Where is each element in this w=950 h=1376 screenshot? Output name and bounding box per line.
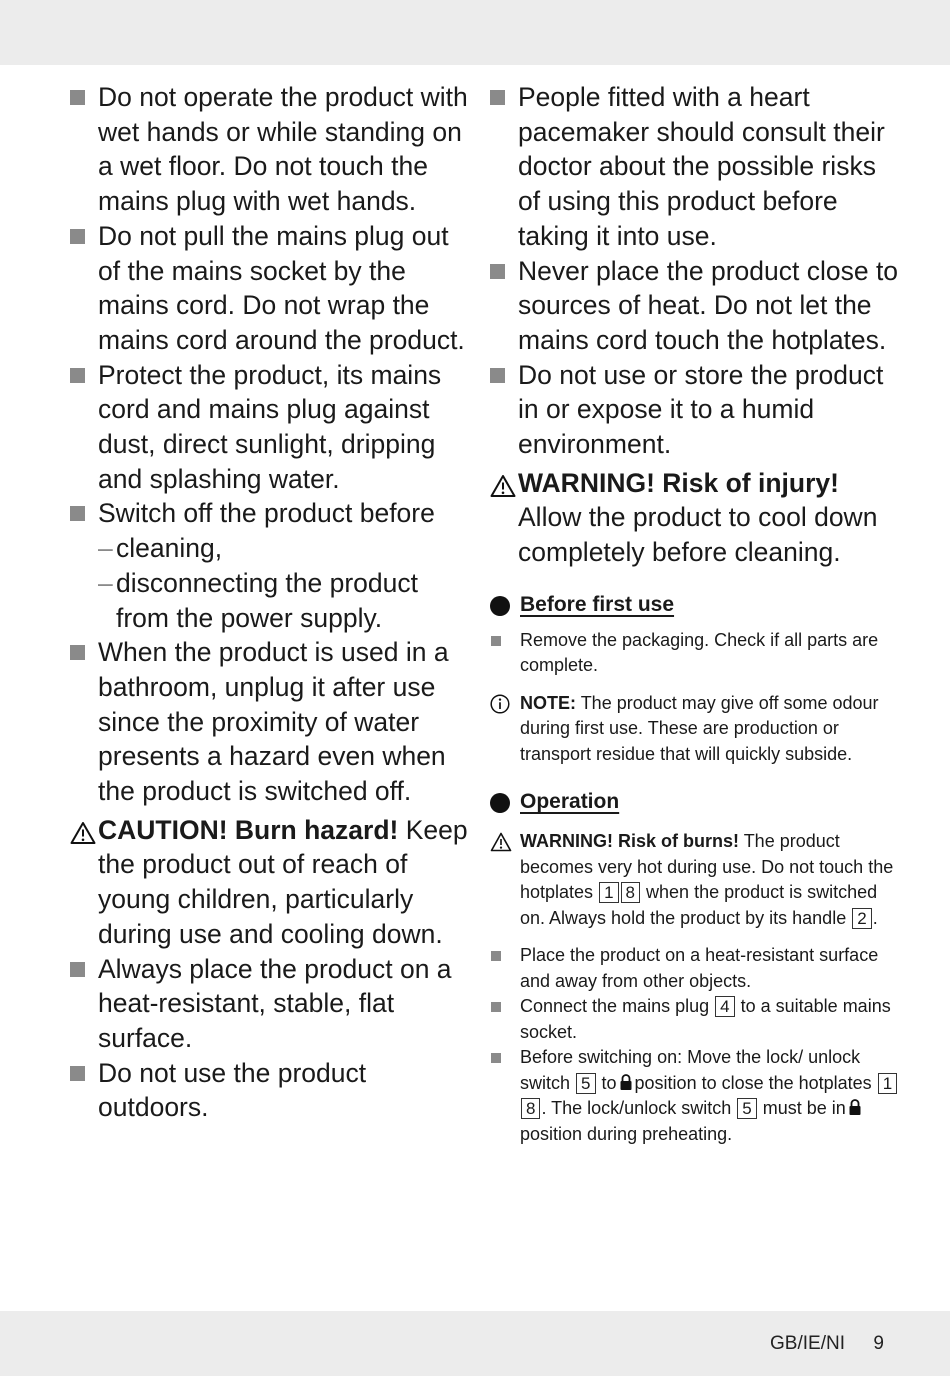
list-item-text: Protect the product, its mains cord and mains plug against dust, direct sunlight, dripping and splashing water. xyxy=(98,359,442,494)
list-item-text: Remove the packaging. Check if all parts are complete. xyxy=(520,629,879,676)
list-item xyxy=(70,635,470,809)
list-item xyxy=(70,952,470,1056)
left-column xyxy=(70,80,470,1125)
footer-region: GB/IE/NI xyxy=(770,1333,845,1354)
section-heading-text: Before first use xyxy=(520,592,675,616)
warning-block xyxy=(490,466,900,570)
part-ref: 1 xyxy=(599,882,618,903)
list-item xyxy=(490,628,900,679)
sub-list-item xyxy=(98,531,470,566)
caution-title: CAUTION! Burn hazard! xyxy=(98,814,399,845)
square-bullet-icon xyxy=(490,368,505,383)
list-item-text: Do not operate the product with wet hands or while standing on a wet floor. Do not touch the mains plug with wet hands. xyxy=(98,82,468,217)
list-item xyxy=(490,943,900,994)
section-heading xyxy=(490,590,900,620)
warning-triangle-icon xyxy=(490,832,512,852)
list-item-text: to xyxy=(601,1072,617,1093)
circle-bullet-icon xyxy=(490,793,510,813)
list-item xyxy=(70,1056,470,1125)
list-item-text: Never place the product close to sources of heat. Do not let the mains cord touch the hotplates. xyxy=(518,255,899,355)
list-item xyxy=(490,358,900,462)
list-item xyxy=(70,219,470,358)
square-bullet-icon xyxy=(490,90,505,105)
square-bullet-icon xyxy=(70,229,85,244)
caution-block xyxy=(70,813,470,952)
part-ref: 5 xyxy=(737,1098,756,1119)
burn-warning-text: The product becomes very hot during use. Do not touch the hotplates xyxy=(520,831,894,903)
warning-title: WARNING! Risk of injury! xyxy=(518,467,839,498)
list-item-text: Do not use the product outdoors. xyxy=(98,1057,367,1123)
list-item-text: Do not use or store the product in or expose it to a humid environment. xyxy=(518,359,884,460)
list-item-text: must be in xyxy=(762,1098,846,1119)
list-item xyxy=(490,80,900,254)
burn-warning-title: WARNING! Risk of burns! xyxy=(520,831,739,852)
list-item xyxy=(490,1045,900,1147)
list-item-text: Place the product on a heat-resistant surface and away from other objects. xyxy=(520,945,879,991)
square-bullet-icon xyxy=(491,1002,501,1012)
lock-icon xyxy=(848,1098,862,1116)
list-item xyxy=(70,80,470,219)
top-band xyxy=(0,0,950,65)
part-ref: 8 xyxy=(621,882,640,903)
page-number: 9 xyxy=(873,1333,884,1354)
list-item-text: People fitted with a heart pacemaker should consult their doctor about the possible risks of using this product before taking it into use. xyxy=(518,82,885,251)
burn-warning-text: . xyxy=(872,907,878,928)
list-item-text: When the product is used in a bathroom, unplug it after use since the proximity of water presents a hazard even when the product is switched off. xyxy=(98,637,449,807)
square-bullet-icon xyxy=(70,962,85,977)
list-item xyxy=(490,994,900,1045)
section-heading-text: Operation xyxy=(520,790,620,814)
dash-bullet-icon: – xyxy=(98,567,113,598)
note-text: The product may give off some odour during first use. These are production or transport residue that will quickly subside. xyxy=(520,692,879,764)
part-ref: 1 xyxy=(878,1073,897,1094)
list-item-text: Do not pull the mains plug out of the mains socket by the mains cord. Do not wrap the mains cord around the product. xyxy=(98,220,465,355)
square-bullet-icon xyxy=(491,951,501,961)
square-bullet-icon xyxy=(70,90,85,105)
square-bullet-icon xyxy=(70,506,85,521)
note-block xyxy=(490,691,900,768)
burn-warning-text: when the product is switched on. Always hold the product by its handle xyxy=(520,882,878,928)
caution-text: Keep the product out of reach of young children, particularly during use and cooling down. xyxy=(98,814,468,949)
dash-bullet-icon: – xyxy=(98,533,113,564)
part-ref: 2 xyxy=(852,908,871,929)
list-item xyxy=(490,254,900,358)
list-item-text: Always place the product on a heat-resistant, stable, flat surface. xyxy=(98,953,452,1053)
warning-triangle-icon xyxy=(490,474,516,498)
lock-icon xyxy=(619,1073,633,1091)
right-column xyxy=(490,80,900,1147)
section-heading xyxy=(490,787,900,817)
square-bullet-icon xyxy=(70,1066,85,1081)
sub-list-item xyxy=(98,566,470,635)
part-ref: 4 xyxy=(715,996,734,1017)
note-label: NOTE: xyxy=(520,692,576,713)
part-ref: 5 xyxy=(576,1073,595,1094)
square-bullet-icon xyxy=(70,368,85,383)
list-item-text: Before switching on: Move the lock/ unlock switch xyxy=(520,1047,861,1093)
warning-text: Allow the product to cool down completely before cleaning. xyxy=(518,502,878,568)
list-item-text: . The lock/unlock switch xyxy=(541,1098,732,1119)
list-item-text: position during preheating. xyxy=(520,1123,733,1144)
warning-triangle-icon xyxy=(70,821,96,845)
square-bullet-icon xyxy=(70,645,85,660)
square-bullet-icon xyxy=(491,1053,501,1063)
sub-list-item-text: cleaning, xyxy=(116,533,223,564)
list-item-text: Switch off the product before xyxy=(98,498,435,529)
part-ref: 8 xyxy=(521,1098,540,1119)
list-item-text: to a suitable mains socket. xyxy=(520,996,891,1042)
list-item-text: Connect the mains plug xyxy=(520,996,710,1017)
burn-warning-block xyxy=(490,829,900,931)
list-item xyxy=(70,496,470,635)
list-item xyxy=(70,358,470,497)
square-bullet-icon xyxy=(490,264,505,279)
circle-bullet-icon xyxy=(490,596,510,616)
list-item-text: position to close the hotplates xyxy=(634,1072,872,1093)
sub-list-item-text: disconnecting the product from the power supply. xyxy=(116,567,419,633)
square-bullet-icon xyxy=(491,636,501,646)
info-circle-icon xyxy=(490,694,510,714)
